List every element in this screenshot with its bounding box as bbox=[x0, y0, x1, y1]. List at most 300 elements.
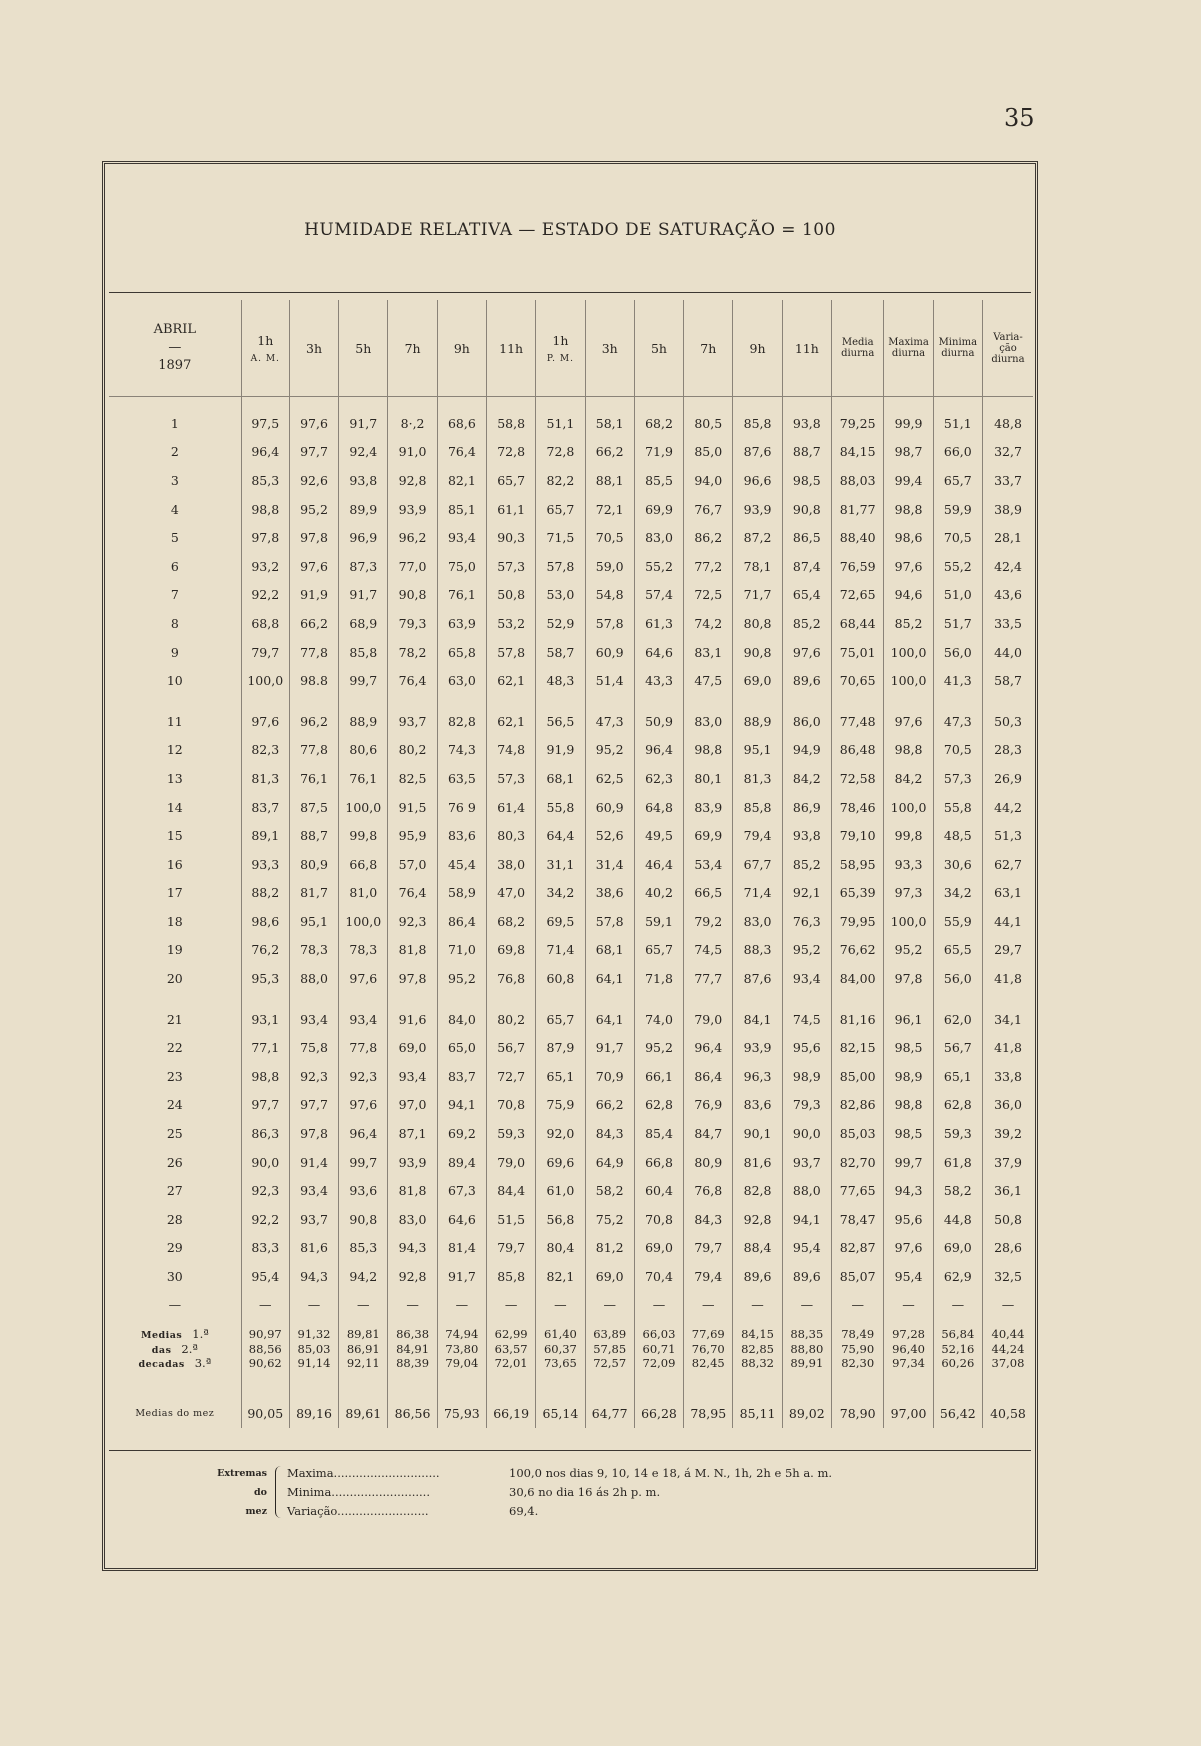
table-cell: 91,7 bbox=[339, 409, 388, 438]
table-cell: 89,6 bbox=[782, 666, 831, 695]
table-row bbox=[109, 1091, 1033, 1120]
table-cell: 60,9 bbox=[585, 793, 634, 822]
table-cell: 82,70 bbox=[831, 1148, 883, 1177]
table-cell: 84,1 bbox=[733, 1005, 782, 1034]
day-label: 19 bbox=[166, 942, 183, 958]
table-cell: 90,3 bbox=[487, 523, 536, 552]
table-cell: 59,3 bbox=[487, 1119, 536, 1148]
table-row bbox=[109, 438, 1033, 467]
table-cell: 62,5 bbox=[585, 764, 634, 793]
spacer-cell bbox=[884, 397, 933, 410]
table-cell: 78,49 bbox=[831, 1319, 883, 1342]
day-label: 27 bbox=[166, 1183, 183, 1199]
table-row bbox=[109, 552, 1033, 581]
table-cell: 78,3 bbox=[289, 936, 338, 965]
table-cell: 96,6 bbox=[733, 466, 782, 495]
table-cell: 93,9 bbox=[733, 1033, 782, 1062]
table-cell: 74,5 bbox=[782, 1005, 831, 1034]
table-cell: 97,7 bbox=[241, 1091, 289, 1120]
table-cell: 47,5 bbox=[684, 666, 733, 695]
table-cell: 64,4 bbox=[536, 821, 585, 850]
table-cell: 90,0 bbox=[241, 1148, 289, 1177]
spacer-cell bbox=[437, 993, 486, 1005]
table-cell: 66,19 bbox=[487, 1398, 536, 1428]
table-cell: 62,8 bbox=[634, 1091, 683, 1120]
table-cell: 96,9 bbox=[339, 523, 388, 552]
table-cell: 98,9 bbox=[884, 1062, 933, 1091]
spacer-cell bbox=[437, 397, 486, 410]
table-cell: 92,1 bbox=[782, 879, 831, 908]
table-cell: 87,6 bbox=[733, 438, 782, 467]
table-cell: 57,8 bbox=[585, 609, 634, 638]
table-cell: 91,14 bbox=[289, 1356, 338, 1371]
day-label: 17 bbox=[166, 885, 183, 901]
extremes-name: Maxima............................. bbox=[287, 1466, 440, 1480]
table-cell: 87,3 bbox=[339, 552, 388, 581]
table-cell: 44,1 bbox=[982, 907, 1033, 936]
table-cell: 81,8 bbox=[388, 1176, 437, 1205]
table-cell: 92,3 bbox=[289, 1062, 338, 1091]
extremes-name: Minima........................... bbox=[287, 1485, 430, 1499]
col-pm-7h: 7h bbox=[684, 300, 733, 397]
table-cell: 74,0 bbox=[634, 1005, 683, 1034]
table-cell: 47,0 bbox=[487, 879, 536, 908]
table-cell: 57,85 bbox=[585, 1341, 634, 1356]
spacer-cell bbox=[634, 397, 683, 410]
day-label: 25 bbox=[166, 1126, 183, 1142]
table-row bbox=[109, 666, 1033, 695]
col-am-5h: 5h bbox=[339, 300, 388, 397]
table-cell: 69,9 bbox=[634, 495, 683, 524]
table-cell: 75,8 bbox=[289, 1033, 338, 1062]
table-cell: 62,7 bbox=[982, 850, 1033, 879]
table-cell: 85,07 bbox=[831, 1262, 883, 1291]
table-cell: 90,97 bbox=[241, 1319, 289, 1342]
table-cell: 51,4 bbox=[585, 666, 634, 695]
decade-label-text: das bbox=[151, 1344, 172, 1356]
table-cell: 72,7 bbox=[487, 1062, 536, 1091]
table-cell: 60,26 bbox=[933, 1356, 982, 1371]
table-cell: 77,8 bbox=[289, 638, 338, 667]
table-cell: 87,2 bbox=[733, 523, 782, 552]
table-cell: 60,71 bbox=[634, 1341, 683, 1356]
table-cell: 88,2 bbox=[241, 879, 289, 908]
day-label: 7 bbox=[170, 587, 179, 603]
table-cell: 81,6 bbox=[289, 1234, 338, 1263]
table-cell: 52,9 bbox=[536, 609, 585, 638]
table-cell: 82,85 bbox=[733, 1341, 782, 1356]
table-row bbox=[109, 736, 1033, 765]
table-cell: 81,77 bbox=[831, 495, 883, 524]
table-cell: 76,4 bbox=[388, 879, 437, 908]
table-cell: 76,8 bbox=[684, 1176, 733, 1205]
dash-cell: — bbox=[536, 1291, 585, 1319]
table-cell: 97,34 bbox=[884, 1356, 933, 1371]
table-cell: 72,8 bbox=[487, 438, 536, 467]
table-cell: 41,3 bbox=[933, 666, 982, 695]
spacer-cell bbox=[982, 397, 1033, 410]
table-cell: 92,2 bbox=[241, 1205, 289, 1234]
table-cell: 74,94 bbox=[437, 1319, 486, 1342]
table-cell: 86,4 bbox=[437, 907, 486, 936]
table-cell: 91,0 bbox=[388, 438, 437, 467]
table-cell: 93,4 bbox=[289, 1005, 338, 1034]
table-cell: 94,1 bbox=[782, 1205, 831, 1234]
dash-cell: — bbox=[684, 1291, 733, 1319]
table-cell: 95,2 bbox=[884, 936, 933, 965]
table-cell: 79,7 bbox=[487, 1234, 536, 1263]
table-cell: 79,2 bbox=[684, 907, 733, 936]
table-cell: 62,1 bbox=[487, 666, 536, 695]
table-cell: 45,4 bbox=[437, 850, 486, 879]
table-cell: 98,5 bbox=[782, 466, 831, 495]
table-row bbox=[109, 638, 1033, 667]
spacer-cell bbox=[241, 1370, 289, 1398]
table-cell: 51,7 bbox=[933, 609, 982, 638]
table-cell: 55,2 bbox=[933, 552, 982, 581]
table-cell: 40,2 bbox=[634, 879, 683, 908]
table-cell: 68,44 bbox=[831, 609, 883, 638]
table-cell: 32,5 bbox=[982, 1262, 1033, 1291]
dash-cell: — bbox=[388, 1291, 437, 1319]
day-label: 24 bbox=[166, 1097, 183, 1113]
table-cell: 82,8 bbox=[733, 1176, 782, 1205]
spacer-cell bbox=[782, 993, 831, 1005]
table-cell: 66,03 bbox=[634, 1319, 683, 1342]
table-cell: 41,8 bbox=[982, 964, 1033, 993]
table-cell: 97,6 bbox=[782, 638, 831, 667]
table-cell: 69,9 bbox=[684, 821, 733, 850]
table-cell: 91,9 bbox=[289, 581, 338, 610]
table-cell: 57,3 bbox=[933, 764, 982, 793]
table-cell: 56,0 bbox=[933, 638, 982, 667]
table-cell: 95,1 bbox=[733, 736, 782, 765]
table-cell: 51,1 bbox=[536, 409, 585, 438]
table-cell: 88,80 bbox=[782, 1341, 831, 1356]
table-cell: 93,4 bbox=[339, 1005, 388, 1034]
table-cell: 83,0 bbox=[733, 907, 782, 936]
table-cell: 100,0 bbox=[884, 793, 933, 822]
table-cell: 98,9 bbox=[782, 1062, 831, 1091]
table-cell: 92,3 bbox=[339, 1062, 388, 1091]
spacer-cell bbox=[388, 695, 437, 707]
spacer-cell bbox=[339, 397, 388, 410]
table-cell: 98,5 bbox=[884, 1119, 933, 1148]
table-cell: 71,5 bbox=[536, 523, 585, 552]
day-label: 13 bbox=[166, 770, 183, 786]
table-cell: 91,7 bbox=[585, 1033, 634, 1062]
table-cell: 63,89 bbox=[585, 1319, 634, 1342]
day-label: 30 bbox=[166, 1269, 183, 1285]
spacer-cell bbox=[733, 1370, 782, 1398]
table-cell: 76 9 bbox=[437, 793, 486, 822]
table-cell: 72,58 bbox=[831, 764, 883, 793]
table-cell: 85,03 bbox=[289, 1341, 338, 1356]
table-cell: 63,57 bbox=[487, 1341, 536, 1356]
table-cell: 85,00 bbox=[831, 1062, 883, 1091]
table-cell: 94,1 bbox=[437, 1091, 486, 1120]
table-cell: 84,3 bbox=[585, 1119, 634, 1148]
table-cell: 59,1 bbox=[634, 907, 683, 936]
spacer-cell bbox=[782, 1370, 831, 1398]
table-cell: 90,8 bbox=[339, 1205, 388, 1234]
table-cell: 85,0 bbox=[684, 438, 733, 467]
table-cell: 72,01 bbox=[487, 1356, 536, 1371]
dash-cell: — bbox=[733, 1291, 782, 1319]
spacer-cell bbox=[109, 1370, 241, 1398]
month-means-row bbox=[109, 1398, 1033, 1428]
spacer-cell bbox=[437, 1370, 486, 1398]
table-frame bbox=[102, 161, 1038, 1571]
table-cell: 53,2 bbox=[487, 609, 536, 638]
col-am-11h: 11h bbox=[487, 300, 536, 397]
day-label: 18 bbox=[166, 913, 183, 929]
table-cell: 65,1 bbox=[933, 1062, 982, 1091]
day-label: 5 bbox=[170, 530, 179, 546]
table-cell: 93,4 bbox=[782, 964, 831, 993]
table-cell: 97,6 bbox=[241, 707, 289, 736]
table-cell: 82,3 bbox=[241, 736, 289, 765]
table-cell: 94,3 bbox=[388, 1234, 437, 1263]
table-row bbox=[109, 1205, 1033, 1234]
table-cell: 93,8 bbox=[782, 821, 831, 850]
table-cell: 96,4 bbox=[684, 1033, 733, 1062]
table-cell: 65,8 bbox=[437, 638, 486, 667]
table-cell: 96,3 bbox=[733, 1062, 782, 1091]
spacer-cell bbox=[782, 695, 831, 707]
spacer-row bbox=[109, 397, 1033, 410]
table-cell: 70,9 bbox=[585, 1062, 634, 1091]
table-cell: 73,65 bbox=[536, 1356, 585, 1371]
table-cell: 75,0 bbox=[437, 552, 486, 581]
table-cell: 70,8 bbox=[487, 1091, 536, 1120]
humidity-table bbox=[109, 300, 1033, 1428]
table-cell: 39,2 bbox=[982, 1119, 1033, 1148]
spacer-cell bbox=[585, 397, 634, 410]
col-am-7h: 7h bbox=[388, 300, 437, 397]
table-cell: 50,8 bbox=[982, 1205, 1033, 1234]
table-cell: 61,8 bbox=[933, 1148, 982, 1177]
table-cell: 64,8 bbox=[634, 793, 683, 822]
table-cell: 93,3 bbox=[241, 850, 289, 879]
table-cell: 96,4 bbox=[241, 438, 289, 467]
table-cell: 90,62 bbox=[241, 1356, 289, 1371]
table-cell: 85,4 bbox=[634, 1119, 683, 1148]
day-label: 11 bbox=[166, 713, 183, 729]
table-cell: 31,4 bbox=[585, 850, 634, 879]
table-cell: 26,9 bbox=[982, 764, 1033, 793]
spacer-cell bbox=[933, 397, 982, 410]
dash-cell: — bbox=[487, 1291, 536, 1319]
table-cell: 83,0 bbox=[388, 1205, 437, 1234]
dash-cell: — bbox=[241, 1291, 289, 1319]
spacer-cell bbox=[388, 1370, 437, 1398]
spacer-cell bbox=[109, 695, 241, 707]
table-cell: 88,35 bbox=[782, 1319, 831, 1342]
table-row bbox=[109, 879, 1033, 908]
table-cell: 55,2 bbox=[634, 552, 683, 581]
table-cell: 69,0 bbox=[388, 1033, 437, 1062]
table-cell: 66,0 bbox=[933, 438, 982, 467]
table-cell: 29,7 bbox=[982, 936, 1033, 965]
table-cell: 51,5 bbox=[487, 1205, 536, 1234]
spacer-cell bbox=[437, 695, 486, 707]
table-row bbox=[109, 907, 1033, 936]
table-cell: 100,0 bbox=[884, 666, 933, 695]
table-row bbox=[109, 609, 1033, 638]
spacer-cell bbox=[982, 695, 1033, 707]
table-cell: 93,8 bbox=[782, 409, 831, 438]
table-cell: 66,28 bbox=[634, 1398, 683, 1428]
table-cell: 68,2 bbox=[487, 907, 536, 936]
table-cell: 88,1 bbox=[585, 466, 634, 495]
spacer-cell bbox=[109, 993, 241, 1005]
table-cell: 96,4 bbox=[634, 736, 683, 765]
table-cell: 82,5 bbox=[388, 764, 437, 793]
table-cell: 85,2 bbox=[782, 850, 831, 879]
table-cell: 71,9 bbox=[634, 438, 683, 467]
table-cell: 91,32 bbox=[289, 1319, 338, 1342]
table-cell: 36,1 bbox=[982, 1176, 1033, 1205]
table-cell: 58,95 bbox=[831, 850, 883, 879]
table-cell: 91,4 bbox=[289, 1148, 338, 1177]
table-cell: 65,4 bbox=[782, 581, 831, 610]
spacer-cell bbox=[487, 695, 536, 707]
table-cell: 65,0 bbox=[437, 1033, 486, 1062]
table-cell: 60,8 bbox=[536, 964, 585, 993]
table-cell: 64,9 bbox=[585, 1148, 634, 1177]
spacer-cell bbox=[241, 695, 289, 707]
spacer-cell bbox=[884, 1370, 933, 1398]
table-cell: 74,8 bbox=[487, 736, 536, 765]
col-am-9h: 9h bbox=[437, 300, 486, 397]
table-cell: 76,1 bbox=[437, 581, 486, 610]
table-cell: 62,99 bbox=[487, 1319, 536, 1342]
table-cell: 62,0 bbox=[933, 1005, 982, 1034]
table-cell: 93,6 bbox=[339, 1176, 388, 1205]
table-cell: 86,9 bbox=[782, 793, 831, 822]
table-cell: 70,5 bbox=[585, 523, 634, 552]
table-cell: 68,1 bbox=[585, 936, 634, 965]
table-cell: 85,3 bbox=[241, 466, 289, 495]
day-label: 29 bbox=[166, 1240, 183, 1256]
dash-cell: — bbox=[437, 1291, 486, 1319]
table-cell: 89,02 bbox=[782, 1398, 831, 1428]
table-cell: 100,0 bbox=[339, 793, 388, 822]
year-label: 1897 bbox=[158, 358, 192, 373]
table-cell: 81,4 bbox=[437, 1234, 486, 1263]
table-cell: 52,16 bbox=[933, 1341, 982, 1356]
spacer-cell bbox=[933, 1370, 982, 1398]
table-row bbox=[109, 1005, 1033, 1034]
table-cell: 77,8 bbox=[289, 736, 338, 765]
extremes-value: 100,0 nos dias 9, 10, 14 e 18, á M. N., 1h, 2h e 5h a. m. bbox=[509, 1466, 833, 1480]
table-cell: 98,7 bbox=[884, 438, 933, 467]
table-cell: 91,7 bbox=[339, 581, 388, 610]
dash-cell: — bbox=[634, 1291, 683, 1319]
table-cell: 95,4 bbox=[884, 1262, 933, 1291]
decade-label-text: decadas bbox=[138, 1359, 185, 1371]
table-cell: 97,6 bbox=[884, 707, 933, 736]
table-cell: 84,4 bbox=[487, 1176, 536, 1205]
table-cell: 56,5 bbox=[536, 707, 585, 736]
spacer-row bbox=[109, 993, 1033, 1005]
table-cell: 79,0 bbox=[487, 1148, 536, 1177]
table-cell: 34,2 bbox=[933, 879, 982, 908]
table-cell: 84,15 bbox=[831, 438, 883, 467]
table-cell: 66,1 bbox=[634, 1062, 683, 1091]
table-cell: 98,8 bbox=[241, 1062, 289, 1091]
table-cell: 57,4 bbox=[634, 581, 683, 610]
table-cell: 81,7 bbox=[289, 879, 338, 908]
table-cell: 50,8 bbox=[487, 581, 536, 610]
table-cell: 80,4 bbox=[536, 1234, 585, 1263]
table-cell: 86,5 bbox=[782, 523, 831, 552]
table-cell: 98,8 bbox=[884, 495, 933, 524]
col-variacao: Varia- ção diurna bbox=[982, 300, 1033, 397]
day-label: 28 bbox=[166, 1211, 183, 1227]
table-cell: 42,4 bbox=[982, 552, 1033, 581]
table-cell: 100,0 bbox=[241, 666, 289, 695]
table-cell: 84,3 bbox=[684, 1205, 733, 1234]
table-cell: 53,0 bbox=[536, 581, 585, 610]
table-cell: 68,8 bbox=[241, 609, 289, 638]
table-cell: 93,4 bbox=[437, 523, 486, 552]
table-cell: 8·,2 bbox=[388, 409, 437, 438]
table-cell: 59,0 bbox=[585, 552, 634, 581]
spacer-cell bbox=[684, 993, 733, 1005]
table-cell: 50,3 bbox=[982, 707, 1033, 736]
table-cell: 79,95 bbox=[831, 907, 883, 936]
table-cell: 89,91 bbox=[782, 1356, 831, 1371]
spacer-cell bbox=[339, 993, 388, 1005]
table-cell: 98,5 bbox=[884, 1033, 933, 1062]
table-cell: 80,9 bbox=[684, 1148, 733, 1177]
table-cell: 96,40 bbox=[884, 1341, 933, 1356]
table-cell: 98,8 bbox=[684, 736, 733, 765]
table-cell: 82,15 bbox=[831, 1033, 883, 1062]
table-cell: 66,2 bbox=[585, 438, 634, 467]
table-cell: 86,3 bbox=[241, 1119, 289, 1148]
table-cell: 82,87 bbox=[831, 1234, 883, 1263]
table-cell: 68,1 bbox=[536, 764, 585, 793]
table-cell: 64,77 bbox=[585, 1398, 634, 1428]
table-cell: 80,2 bbox=[487, 1005, 536, 1034]
table-cell: 71,0 bbox=[437, 936, 486, 965]
table-cell: 57,0 bbox=[388, 850, 437, 879]
table-cell: 99,4 bbox=[884, 466, 933, 495]
table-cell: 43,3 bbox=[634, 666, 683, 695]
table-cell: 79,25 bbox=[831, 409, 883, 438]
table-cell: 78,95 bbox=[684, 1398, 733, 1428]
spacer-cell bbox=[289, 993, 338, 1005]
table-cell: 69,0 bbox=[733, 666, 782, 695]
table-cell: 94,3 bbox=[884, 1176, 933, 1205]
extremes-value: 30,6 no dia 16 ás 2h p. m. bbox=[509, 1485, 661, 1499]
table-cell: 98,8 bbox=[241, 495, 289, 524]
col-maxima: Maxima diurna bbox=[884, 300, 933, 397]
table-row bbox=[109, 495, 1033, 524]
table-cell: 97,6 bbox=[339, 1091, 388, 1120]
table-cell: 88,9 bbox=[339, 707, 388, 736]
table-cell: 97,7 bbox=[289, 1091, 338, 1120]
table-row bbox=[109, 1062, 1033, 1091]
table-cell: 72,65 bbox=[831, 581, 883, 610]
table-cell: 57,3 bbox=[487, 764, 536, 793]
spacer-cell bbox=[733, 695, 782, 707]
table-cell: 94,3 bbox=[289, 1262, 338, 1291]
table-cell: 79,3 bbox=[782, 1091, 831, 1120]
